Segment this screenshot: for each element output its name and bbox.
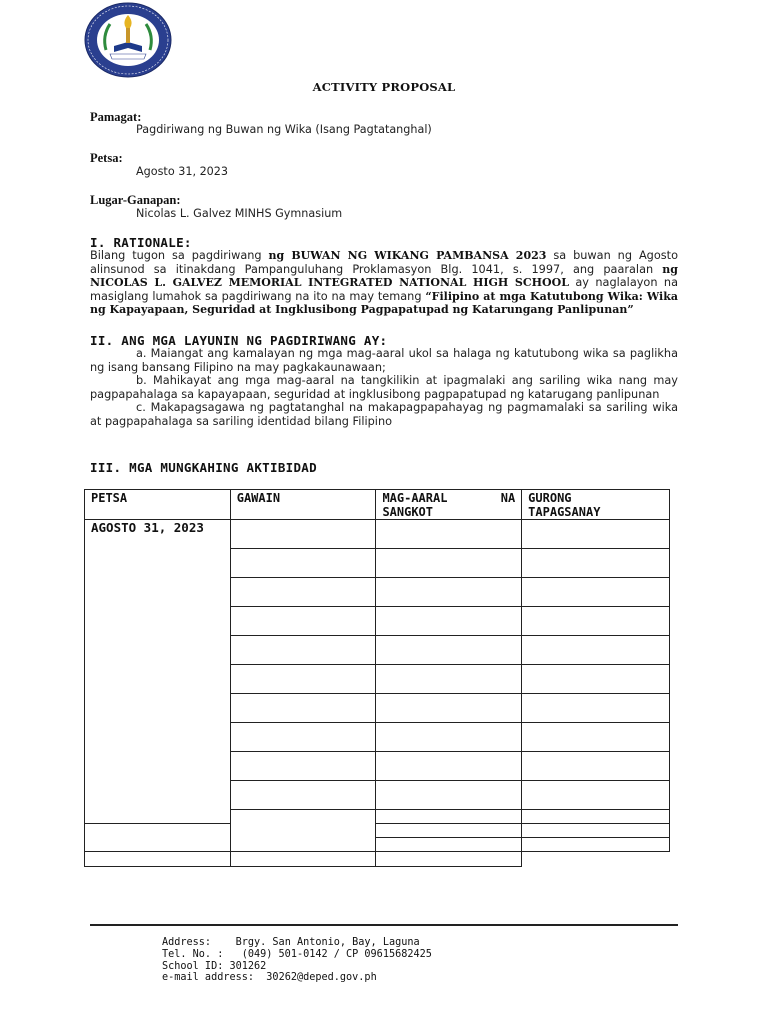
footer-address-row: Address: Brgy. San Antonio, Bay, Laguna bbox=[162, 937, 420, 948]
table-cell bbox=[230, 520, 376, 549]
date-cell: AGOSTO 31, 2023 bbox=[85, 520, 231, 824]
table-row bbox=[85, 852, 670, 867]
rationale-heading: I. RATIONALE: bbox=[90, 235, 192, 250]
layunin-heading: II. ANG MGA LAYUNIN NG PAGDIRIWANG AY: bbox=[90, 333, 388, 348]
table-cell bbox=[522, 781, 670, 810]
document-title: ACTIVITY PROPOSAL bbox=[312, 80, 456, 94]
school-seal-logo bbox=[84, 2, 172, 78]
table-cell bbox=[522, 636, 670, 665]
table-cell bbox=[230, 549, 376, 578]
table-cell bbox=[522, 694, 670, 723]
table-cell bbox=[376, 607, 522, 636]
activities-table bbox=[84, 489, 670, 867]
table-cell bbox=[85, 852, 231, 867]
footer-tel-row: Tel. No. : (049) 501-0142 / CP 09615682425 bbox=[162, 948, 432, 960]
table-cell bbox=[230, 636, 376, 665]
table-cell bbox=[376, 824, 522, 838]
footer-contact bbox=[162, 937, 432, 984]
petsa-value: Agosto 31, 2023 bbox=[136, 165, 229, 178]
table-cell bbox=[376, 636, 522, 665]
table-cell bbox=[522, 549, 670, 578]
col-mag-aaral: MAG-AARAL NA SANGKOT bbox=[376, 490, 522, 520]
aktibidad-heading: III. MGA MUNGKAHING AKTIBIDAD bbox=[90, 460, 317, 475]
table-cell bbox=[230, 665, 376, 694]
table-cell bbox=[522, 665, 670, 694]
table-cell bbox=[376, 549, 522, 578]
table-cell bbox=[522, 838, 670, 852]
table-cell bbox=[85, 824, 231, 852]
footer-email-row: e-mail address: 30262@deped.gov.ph bbox=[162, 972, 377, 984]
table-cell bbox=[522, 520, 670, 549]
table-cell bbox=[230, 723, 376, 752]
table-cell bbox=[230, 578, 376, 607]
table-cell bbox=[376, 723, 522, 752]
table-cell bbox=[522, 607, 670, 636]
table-row bbox=[85, 520, 670, 549]
table-cell bbox=[522, 723, 670, 752]
footer-school-id-row: School ID: 301262 bbox=[162, 960, 267, 972]
table-cell bbox=[230, 852, 376, 867]
table-cell bbox=[376, 752, 522, 781]
table-cell bbox=[522, 824, 670, 838]
table-header-row bbox=[85, 490, 670, 520]
table-cell bbox=[522, 810, 670, 824]
table-cell bbox=[230, 694, 376, 723]
table-row bbox=[85, 824, 670, 838]
table-cell bbox=[376, 838, 522, 852]
col-petsa: PETSA bbox=[85, 490, 231, 520]
table-cell bbox=[376, 781, 522, 810]
layunin-list bbox=[90, 347, 678, 428]
table-cell bbox=[376, 665, 522, 694]
table-cell bbox=[376, 520, 522, 549]
col-gawain: GAWAIN bbox=[230, 490, 376, 520]
col-gurong-tagapagsanay: GURONG TAPAGSANAY bbox=[522, 490, 670, 520]
table-cell bbox=[376, 810, 522, 824]
layunin-item-b: b. Mahikayat ang mga mag-aaral na tangkilikin at ipagmalaki ang sariling wika nang may pagpapahalaga sa kapayapaan, seguridad at ingklusibong pagpapatupad ng katarugang panlipunan bbox=[90, 374, 678, 401]
rationale-paragraph: Bilang tugon sa pagdiriwang ng BUWAN NG WIKANG PAMBANSA 2023 sa buwan ng Agosto alinsunod sa itinakdang Pampanguluhang Proklamasyon Blg. 1041, s. 1997, ang paaralan ng NICOLAS L. GALVEZ MEMORIAL INTEGRATED NATIONAL HIGH SCHOOL ay naglalayon na masiglang lumahok sa pagdiriwang na ito na may temang “Filipino at mga Katutubong Wika: Wika ng Kapayapaan, Seguridad at Ingklusibong Pagpapatupad ng Katarungang Panlipunan” bbox=[90, 249, 678, 316]
table-cell bbox=[376, 694, 522, 723]
table-cell bbox=[230, 607, 376, 636]
pamagat-label: Pamagat: bbox=[90, 110, 142, 124]
pamagat-value: Pagdiriwang ng Buwan ng Wika (Isang Pagtatanghal) bbox=[136, 123, 432, 136]
table-cell bbox=[522, 752, 670, 781]
footer-divider bbox=[90, 924, 678, 926]
table-cell bbox=[230, 781, 376, 810]
table-cell bbox=[376, 852, 522, 867]
layunin-item-c: c. Makapagsagawa ng pagtatanghal na makapagpapahayag ng pagmamalaki sa sariling wika at pagpapahalaga sa sariling identidad bilang Filipino bbox=[90, 401, 678, 428]
table-cell bbox=[230, 810, 376, 852]
table-cell bbox=[376, 578, 522, 607]
lugar-value: Nicolas L. Galvez MINHS Gymnasium bbox=[136, 207, 343, 220]
lugar-label: Lugar-Ganapan: bbox=[90, 193, 181, 207]
table-cell bbox=[230, 752, 376, 781]
petsa-label: Petsa: bbox=[90, 151, 123, 165]
table-cell bbox=[522, 578, 670, 607]
layunin-item-a: a. Maiangat ang kamalayan ng mga mag-aaral ukol sa halaga ng katutubong wika sa paglikha ng isang bansang Filipino na may pagkakaunawaan; bbox=[90, 347, 678, 374]
